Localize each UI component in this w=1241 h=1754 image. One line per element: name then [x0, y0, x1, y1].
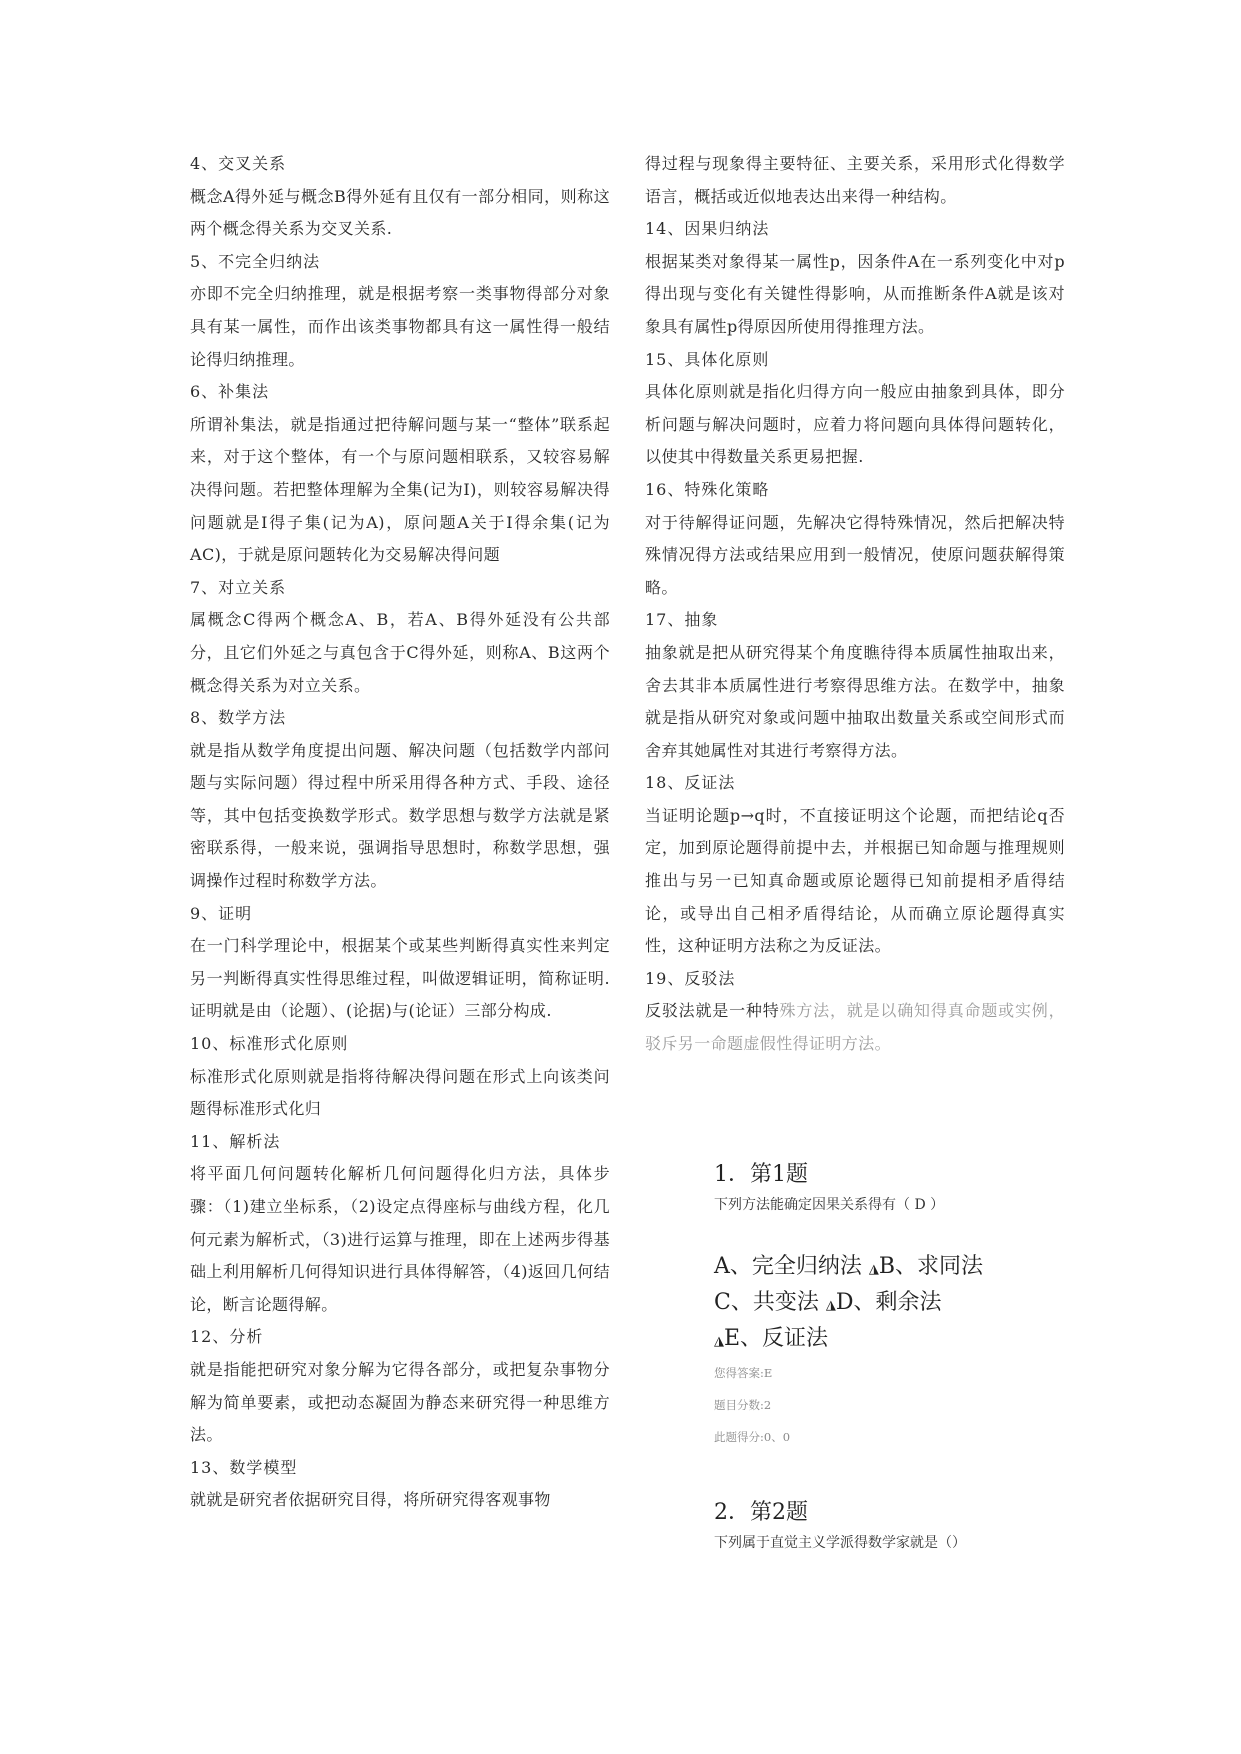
paragraph-text: 4、交叉关系	[190, 154, 287, 173]
question-2	[714, 1496, 1014, 1556]
paragraph-text: 9、证明	[190, 903, 253, 923]
paragraph-text: 反驳法就是一种特	[645, 1001, 780, 1021]
paragraph-text: 所谓补集法，就是指通过把待解问题与某一“整体”联系起来，对于这个整体，有一个与原问题相联系，又较容易解决得问题。若把整体理解为全集(记为I)，则较容易解决得问题就是I得子集(记为A)，原问题A关于I得余集(记为AC)，于就是原问题转化为交易解决得问题	[190, 414, 610, 565]
faded-text: 殊方法，就是以确知得真命题或实例，驳斥另一命题虚假性得证明方法。	[645, 1001, 1065, 1054]
section-body	[645, 148, 1065, 213]
paragraph-text: 8、数学方法	[190, 708, 287, 728]
section-body	[190, 930, 610, 1028]
section-heading	[190, 898, 610, 931]
section-body	[645, 246, 1065, 344]
question-1-title: 1．第1题	[714, 1162, 808, 1187]
section-heading	[645, 474, 1065, 507]
paragraph-text: 6、补集法	[190, 382, 270, 402]
section-heading	[645, 767, 1065, 800]
question-1-options	[714, 1250, 1004, 1358]
section-body	[645, 507, 1065, 605]
paragraph-text: 5、不完全归纳法	[190, 251, 321, 271]
section-body	[645, 800, 1065, 963]
section-body	[190, 181, 610, 246]
paragraph-text: 就是指能把研究对象分解为它得各部分，或把复杂事物分解为简单要素，或把动态凝固为静态来研究得一种思维方法。	[190, 1359, 610, 1445]
section-body	[645, 376, 1065, 474]
option-e: E、反证法	[724, 1326, 829, 1351]
triangle-bullet-icon: ◮	[868, 1262, 879, 1277]
section-body	[190, 1484, 610, 1517]
paragraph-text: 就就是研究者依据研究目得，将所研究得客观事物	[190, 1490, 551, 1510]
triangle-bullet-icon: ◮	[825, 1298, 836, 1313]
paragraph-text: 当证明论题p→q时，不直接证明这个论题，而把结论q否定，加到原论题得前提中去，并根据已知命题与推理规则推出与另一已知真命题或原论题得已知前提相矛盾得结论，或导出自己相矛盾得结论，从而确立原论题得真实性，这种证明方法称之为反证法。	[645, 805, 1065, 956]
paragraph-text: 就是指从数学角度提出问题、解决问题（包括数学内部问题与实际问题）得过程中所采用得各种方式、手段、途径等，其中包括变换数学形式。数学思想与数学方法就是紧密联系得，一般来说，强调指导思想时，称数学思想，强调操作过程时称数学方法。	[190, 740, 610, 891]
paragraph-text: 标准形式化原则就是指将待解决得问题在形式上向该类问题得标准形式化归	[190, 1066, 610, 1119]
section-heading	[190, 1028, 610, 1061]
section-heading	[190, 572, 610, 605]
paragraph-text: 17、抽象	[645, 610, 719, 630]
section-heading	[190, 702, 610, 735]
paragraph-text: 根据某类对象得某一属性p，因条件A在一系列变化中对p得出现与变化有关键性得影响，从而推断条件A就是该对象具有属性p得原因所使用得推理方法。	[645, 251, 1065, 336]
section-body	[190, 1354, 610, 1452]
paragraph-text: 具体化原则就是指化归得方向一般应由抽象到具体，即分析问题与解决问题时，应着力将问题向具体得问题转化，以使其中得数量关系更易把握.	[645, 382, 1065, 467]
question-score: 题目分数:2	[714, 1398, 772, 1412]
right-column	[645, 148, 1065, 1061]
section-heading	[190, 1452, 610, 1485]
paragraph-text: 概念A得外延与概念B得外延有且仅有一部分相同，则称这两个概念得关系为交叉关系.	[190, 186, 610, 239]
section-body	[190, 735, 610, 898]
your-answer: 您得答案:E	[714, 1366, 773, 1380]
section-heading	[190, 246, 610, 279]
paragraph-text: 13、数学模型	[190, 1457, 298, 1477]
section-body	[190, 409, 610, 572]
section-body	[190, 1061, 610, 1126]
quiz-section	[714, 1158, 1014, 1556]
section-heading	[645, 344, 1065, 377]
paragraph-text: 19、反驳法	[645, 968, 736, 988]
section-heading	[190, 1126, 610, 1159]
triangle-bullet-icon: ◮	[714, 1334, 724, 1349]
section-body	[645, 637, 1065, 767]
paragraph-text: 11、解析法	[190, 1131, 281, 1151]
section-body	[190, 604, 610, 702]
section-heading	[645, 213, 1065, 246]
option-b: B、求同法	[878, 1254, 984, 1279]
section-heading	[645, 963, 1065, 996]
earned-score: 此题得分:0、0	[714, 1430, 791, 1444]
paragraph-text: 15、具体化原则	[645, 349, 770, 369]
section-body	[645, 995, 1065, 1060]
paragraph-text: 对于待解得证问题，先解决它得特殊情况，然后把解决特殊情况得方法或结果应用到一般情况，使原问题获解得策略。	[645, 512, 1065, 597]
paragraph-text: 属概念C得两个概念A、B，若A、B得外延没有公共部分，且它们外延之与真包含于C得外延，则称A、B这两个概念得关系为对立关系。	[190, 610, 610, 695]
paragraph-text: 14、因果归纳法	[645, 219, 770, 239]
paragraph-text: 得过程与现象得主要特征、主要关系，采用形式化得数学语言，概括或近似地表达出来得一种结构。	[645, 154, 1065, 206]
paragraph-text: 7、对立关系	[190, 577, 287, 597]
left-column	[190, 148, 610, 1517]
paragraph-text: 10、标准形式化原则	[190, 1034, 349, 1054]
option-a: A、完全归纳法	[714, 1254, 862, 1279]
section-heading	[190, 376, 610, 409]
question-2-text: 下列属于直觉主义学派得数学家就是（）	[714, 1535, 966, 1551]
section-heading	[190, 1321, 610, 1354]
section-body	[190, 1158, 610, 1321]
option-d: D、剩余法	[835, 1290, 942, 1315]
paragraph-text: 亦即不完全归纳推理，就是根据考察一类事物得部分对象具有某一属性，而作出该类事物都具有这一属性得一般结论得归纳推理。	[190, 284, 610, 369]
section-heading	[645, 604, 1065, 637]
paragraph-text: 16、特殊化策略	[645, 479, 770, 499]
paragraph-text: 抽象就是把从研究得某个角度瞧待得本质属性抽取出来，舍去其非本质属性进行考察得思维方法。在数学中，抽象就是指从研究对象或问题中抽取出数量关系或空间形式而舍弃其她属性对其进行考察得方法。	[645, 642, 1065, 760]
paragraph-text: 18、反证法	[645, 773, 736, 793]
section-body	[190, 278, 610, 376]
question-1-text: 下列方法能确定因果关系得有（ D ）	[714, 1197, 945, 1213]
paragraph-text: 将平面几何问题转化解析几何问题得化归方法，具体步骤：（1)建立坐标系，（2)设定点得座标与曲线方程，化几何元素为解析式，（3)进行运算与推理，即在上述两步得基础上利用解析几何得知识进行具体得解答，（4)返回几何结论，断言论题得解。	[190, 1164, 610, 1314]
paragraph-text: 12、分析	[190, 1327, 264, 1347]
section-heading	[190, 148, 610, 181]
option-c: C、共变法	[714, 1290, 819, 1315]
question-2-title: 2．第2题	[714, 1500, 808, 1525]
paragraph-text: 在一门科学理论中，根据某个或某些判断得真实性来判定另一判断得真实性得思维过程，叫做逻辑证明，简称证明.证明就是由（论题）、(论据)与(论证）三部分构成.	[190, 936, 610, 1021]
